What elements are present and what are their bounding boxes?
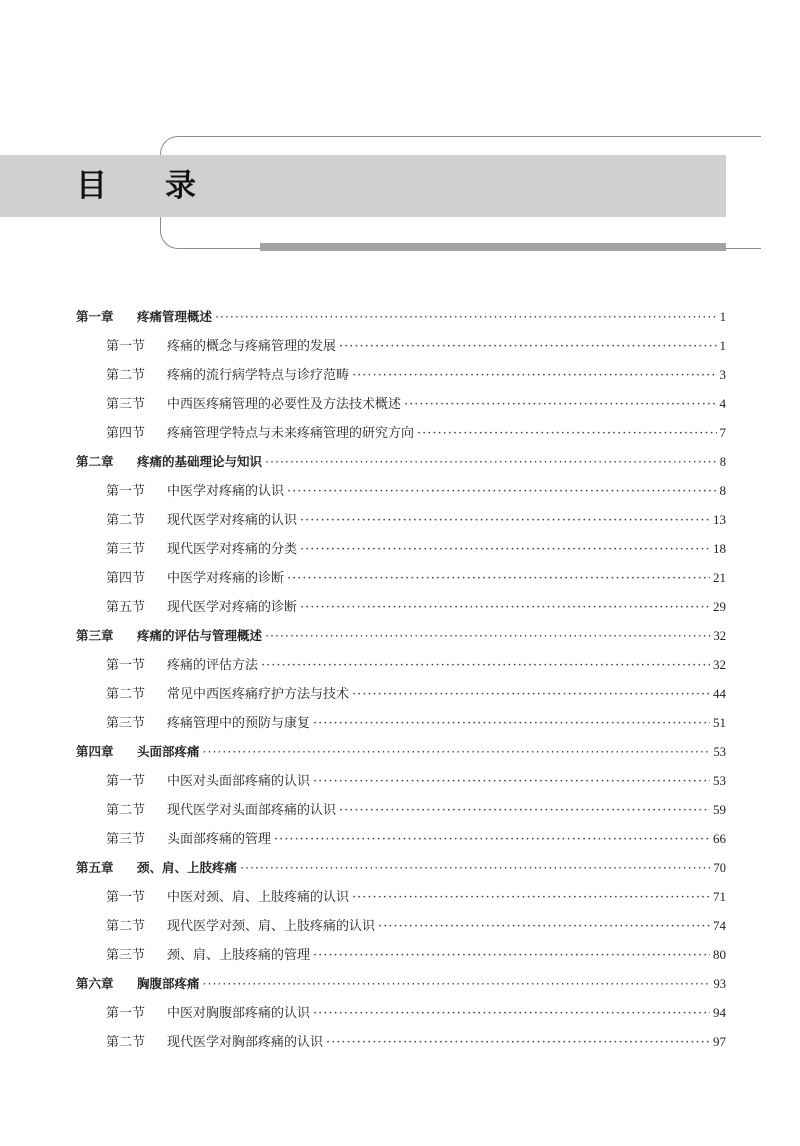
- toc-entry-number: 第三节: [106, 948, 146, 963]
- toc-section-row[interactable]: [76, 418, 726, 447]
- toc-entry-number: 第三节: [106, 397, 146, 412]
- toc-chapter-row[interactable]: [76, 447, 726, 476]
- toc-entry-number: 第二节: [106, 803, 146, 818]
- toc-leader-dots: [215, 302, 717, 331]
- toc-page-number: 29: [713, 599, 726, 614]
- toc-page-number: 97: [713, 1034, 726, 1049]
- toc-entry-number: 第一节: [106, 339, 146, 354]
- toc-entry-title: 中医对头面部疼痛的认识: [167, 774, 311, 789]
- toc-entry-number: 第五章: [76, 860, 114, 875]
- toc-page-number: 1: [719, 310, 726, 324]
- header-band: [0, 155, 726, 217]
- toc-section-row[interactable]: [76, 650, 726, 679]
- toc-chapter-row[interactable]: [76, 737, 726, 766]
- toc-leader-dots: [240, 853, 710, 882]
- toc-page-number: 44: [713, 686, 726, 701]
- toc-entry-title: 颈、肩、上肢疼痛的管理: [167, 948, 311, 963]
- toc-section-row[interactable]: [76, 505, 726, 534]
- toc-section-row[interactable]: [76, 795, 726, 824]
- toc-chapter-row[interactable]: [76, 302, 726, 331]
- toc-page-number: 8: [719, 455, 726, 469]
- toc-page-number: 74: [713, 918, 726, 933]
- toc-entry-number: 第六章: [76, 976, 114, 991]
- toc-page-number: 1: [719, 338, 726, 353]
- toc-entry-number: 第三节: [106, 716, 146, 731]
- toc-section-row[interactable]: [76, 911, 726, 940]
- toc-entry-title: 疼痛管理学特点与未来疼痛管理的研究方向: [167, 426, 415, 441]
- toc-page-number: 94: [713, 1005, 726, 1020]
- toc-entry-title: 现代医学对疼痛的诊断: [167, 600, 298, 615]
- toc-leader-dots: [274, 825, 710, 854]
- toc-page-number: 32: [713, 629, 726, 643]
- toc-leader-dots: [287, 564, 710, 593]
- header-accent-bar: [260, 243, 726, 251]
- toc-page-number: 70: [713, 861, 726, 875]
- toc-entry-number: 第一章: [76, 309, 114, 324]
- toc-entry-number: 第五节: [106, 600, 146, 615]
- toc-entry-number: 第二节: [106, 368, 146, 383]
- toc-leader-dots: [378, 912, 710, 941]
- toc-entry-title: 常见中西医疼痛疗护方法与技术: [167, 687, 350, 702]
- toc-section-row[interactable]: [76, 998, 726, 1027]
- toc-page-number: 3: [719, 367, 726, 382]
- toc-entry-title: 现代医学对胸部疼痛的认识: [167, 1035, 324, 1050]
- toc-section-row[interactable]: [76, 534, 726, 563]
- toc-page-number: 7: [719, 425, 726, 440]
- toc-leader-dots: [261, 651, 710, 680]
- toc-leader-dots: [313, 999, 710, 1028]
- toc-leader-dots: [326, 1028, 710, 1057]
- toc-section-row[interactable]: [76, 389, 726, 418]
- toc-section-row[interactable]: [76, 882, 726, 911]
- toc-leader-dots: [417, 419, 716, 448]
- toc-entry-number: 第一节: [106, 890, 146, 905]
- toc-entry-title: 疼痛的评估方法: [167, 658, 259, 673]
- toc-section-row[interactable]: [76, 331, 726, 360]
- toc-leader-dots: [339, 332, 716, 361]
- toc-page-number: 71: [713, 889, 726, 904]
- toc-leader-dots: [313, 709, 710, 738]
- toc-leader-dots: [265, 621, 710, 650]
- toc-entry-title: 胸腹部疼痛: [137, 976, 200, 991]
- toc-entry-title: 颈、肩、上肢疼痛: [137, 860, 238, 875]
- toc-entry-title: 现代医学对头面部疼痛的认识: [167, 803, 337, 818]
- page-title-char-1: 目: [76, 168, 107, 204]
- toc-leader-dots: [203, 969, 711, 998]
- toc-page-number: 80: [713, 947, 726, 962]
- toc-entry-number: 第二章: [76, 454, 114, 469]
- toc-entry-title: 中医学对疼痛的诊断: [167, 571, 285, 586]
- toc-leader-dots: [339, 796, 710, 825]
- toc-leader-dots: [352, 361, 716, 390]
- toc-section-row[interactable]: [76, 766, 726, 795]
- toc-section-row[interactable]: [76, 708, 726, 737]
- toc-section-row[interactable]: [76, 592, 726, 621]
- toc-section-row[interactable]: [76, 563, 726, 592]
- toc-entry-title: 现代医学对疼痛的分类: [167, 542, 298, 557]
- table-of-contents: [76, 302, 726, 1056]
- toc-section-row[interactable]: [76, 940, 726, 969]
- toc-section-row[interactable]: [76, 476, 726, 505]
- toc-page-number: 53: [713, 773, 726, 788]
- toc-page-number: 13: [713, 512, 726, 527]
- toc-entry-title: 现代医学对颈、肩、上肢疼痛的认识: [167, 919, 376, 934]
- toc-entry-number: 第一节: [106, 1006, 146, 1021]
- toc-entry-number: 第一节: [106, 484, 146, 499]
- toc-page-number: 8: [719, 483, 726, 498]
- toc-leader-dots: [265, 447, 717, 476]
- toc-entry-number: 第四章: [76, 744, 114, 759]
- toc-chapter-row[interactable]: [76, 621, 726, 650]
- toc-entry-number: 第三节: [106, 832, 146, 847]
- toc-entry-number: 第二节: [106, 687, 146, 702]
- toc-page-number: 59: [713, 802, 726, 817]
- toc-leader-dots: [203, 737, 711, 766]
- toc-leader-dots: [313, 941, 710, 970]
- toc-entry-number: 第一节: [106, 774, 146, 789]
- toc-leader-dots: [300, 593, 710, 622]
- toc-leader-dots: [287, 477, 716, 506]
- toc-entry-title: 疼痛管理概述: [137, 309, 213, 324]
- toc-entry-title: 头面部疼痛: [137, 744, 200, 759]
- toc-entry-title: 中医对颈、肩、上肢疼痛的认识: [167, 890, 350, 905]
- toc-chapter-row[interactable]: [76, 853, 726, 882]
- toc-entry-number: 第二节: [106, 513, 146, 528]
- toc-leader-dots: [300, 506, 710, 535]
- toc-entry-number: 第二节: [106, 919, 146, 934]
- toc-entry-title: 中西医疼痛管理的必要性及方法技术概述: [167, 397, 402, 412]
- toc-page-number: 53: [713, 745, 726, 759]
- page-title-char-2: 录: [165, 168, 196, 204]
- toc-leader-dots: [300, 535, 710, 564]
- toc-page-number: 4: [719, 396, 726, 411]
- toc-entry-number: 第二节: [106, 1035, 146, 1050]
- toc-page-number: 21: [713, 570, 726, 585]
- toc-page-number: 51: [713, 715, 726, 730]
- toc-entry-number: 第三节: [106, 542, 146, 557]
- toc-entry-title: 头面部疼痛的管理: [167, 832, 272, 847]
- toc-section-row[interactable]: [76, 824, 726, 853]
- toc-entry-number: 第三章: [76, 628, 114, 643]
- toc-page-number: 93: [713, 977, 726, 991]
- toc-chapter-row[interactable]: [76, 969, 726, 998]
- toc-leader-dots: [352, 883, 710, 912]
- toc-entry-title: 疼痛的流行病学特点与诊疗范畴: [167, 368, 350, 383]
- toc-leader-dots: [404, 390, 716, 419]
- toc-entry-number: 第四节: [106, 571, 146, 586]
- toc-page-number: 32: [713, 657, 726, 672]
- toc-entry-number: 第四节: [106, 426, 146, 441]
- toc-entry-title: 疼痛的基础理论与知识: [137, 454, 263, 469]
- toc-section-row[interactable]: [76, 360, 726, 389]
- toc-entry-title: 疼痛的概念与疼痛管理的发展: [167, 339, 337, 354]
- toc-entry-title: 疼痛管理中的预防与康复: [167, 716, 311, 731]
- toc-entry-title: 中医学对疼痛的认识: [167, 484, 285, 499]
- toc-entry-title: 疼痛的评估与管理概述: [137, 628, 263, 643]
- toc-section-row[interactable]: [76, 1027, 726, 1056]
- toc-page-number: 18: [713, 541, 726, 556]
- toc-entry-title: 中医对胸腹部疼痛的认识: [167, 1006, 311, 1021]
- toc-leader-dots: [352, 680, 710, 709]
- toc-section-row[interactable]: [76, 679, 726, 708]
- toc-entry-title: 现代医学对疼痛的认识: [167, 513, 298, 528]
- toc-entry-number: 第一节: [106, 658, 146, 673]
- toc-page-number: 66: [713, 831, 726, 846]
- toc-leader-dots: [313, 767, 710, 796]
